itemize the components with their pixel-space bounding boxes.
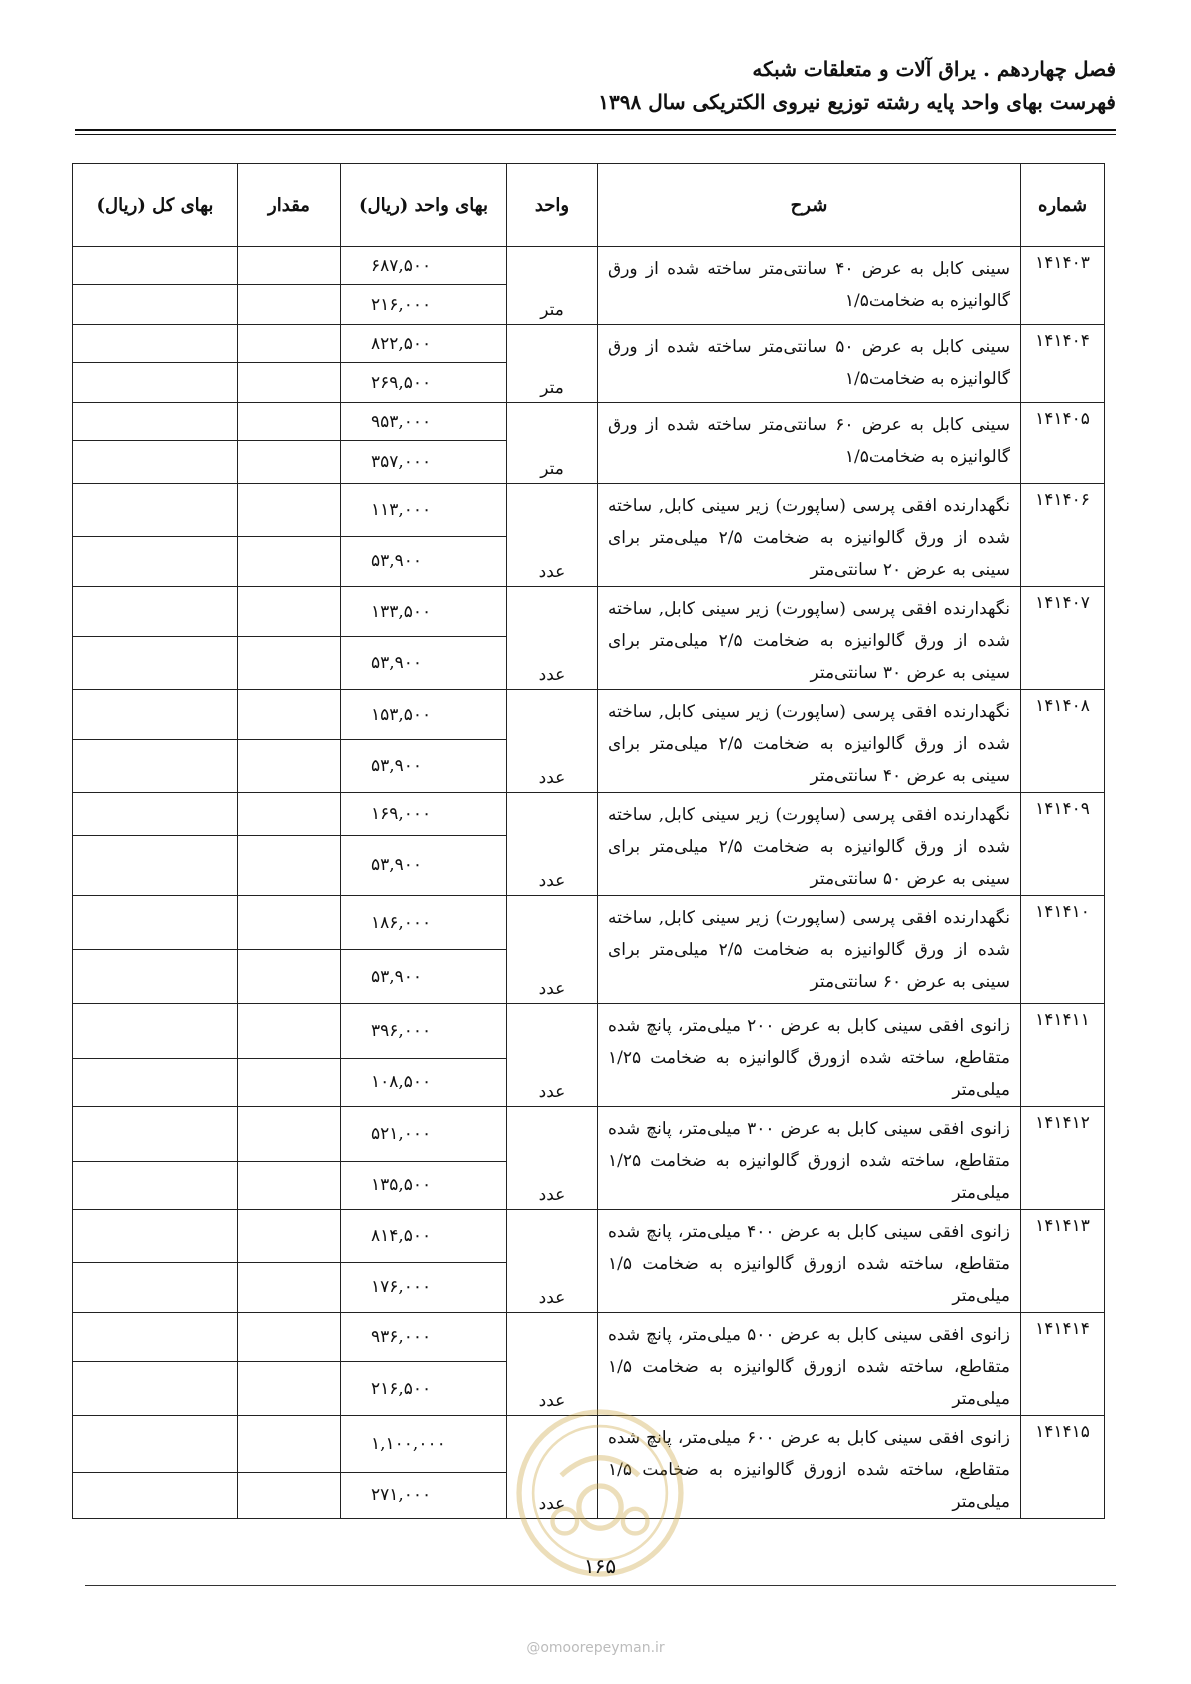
total-price-cell <box>73 1161 238 1209</box>
item-unit: متر <box>507 403 598 484</box>
column-header-unit-price: بهای واحد (ریال) <box>341 164 507 247</box>
item-description: نگهدارنده افقی پرسی (ساپورت) زیر سینی کابل, ساخته شده از ورق گالوانیزه به ضخامت ۲/۵ میلی‌متر برای سینی به عرض ۲۰ سانتی‌متر <box>598 484 1021 587</box>
unit-price-secondary: ۵۳,۹۰۰ <box>341 536 507 586</box>
column-header-number: شماره <box>1021 164 1105 247</box>
document-subtitle: فهرست بهای واحد پایه رشته توزیع نیروی الکتریکی سال ۱۳۹۸ <box>598 90 1116 114</box>
total-price-cell <box>73 1416 238 1473</box>
table-row <box>73 690 1105 740</box>
table-header-row <box>73 164 1105 247</box>
item-description: نگهدارنده افقی پرسی (ساپورت) زیر سینی کابل, ساخته شده از ورق گالوانیزه به ضخامت ۲/۵ میلی‌متر برای سینی به عرض ۶۰ سانتی‌متر <box>598 896 1021 1004</box>
total-price-cell <box>73 1004 238 1059</box>
quantity-cell <box>238 1210 341 1263</box>
table-row <box>73 484 1105 537</box>
total-price-cell <box>73 1058 238 1106</box>
total-price-cell <box>73 403 238 441</box>
item-description: زانوی افقی سینی کابل به عرض ۶۰۰ میلی‌متر، پانچ شده متقاطع، ساخته شده ازورق گالوانیزه به ضخامت ۱/۵ میلی‌متر <box>598 1416 1021 1519</box>
total-price-cell <box>73 1472 238 1518</box>
unit-price-primary: ۱,۱۰۰,۰۰۰ <box>341 1416 507 1473</box>
total-price-cell <box>73 690 238 740</box>
item-description: سینی کابل به عرض ۴۰ سانتی‌متر ساخته شده از ورق گالوانیزه به ضخامت۱/۵ <box>598 247 1021 325</box>
unit-price-primary: ۳۹۶,۰۰۰ <box>341 1004 507 1059</box>
table-row <box>73 247 1105 285</box>
table-row <box>73 1313 1105 1362</box>
header-rule <box>75 129 1116 131</box>
table-row <box>73 1210 1105 1263</box>
total-price-cell <box>73 285 238 325</box>
item-unit: عدد <box>507 1004 598 1107</box>
unit-price-secondary: ۵۳,۹۰۰ <box>341 637 507 690</box>
unit-price-primary: ۱۸۶,۰۰۰ <box>341 896 507 950</box>
item-unit: عدد <box>507 896 598 1004</box>
item-number: ۱۴۱۴۰۷ <box>1021 587 1105 690</box>
item-number: ۱۴۱۴۱۱ <box>1021 1004 1105 1107</box>
table-row <box>73 325 1105 363</box>
unit-price-secondary: ۲۶۹,۵۰۰ <box>341 363 507 403</box>
table-row <box>73 587 1105 637</box>
quantity-cell <box>238 896 341 950</box>
quantity-cell <box>238 247 341 285</box>
item-unit: عدد <box>507 1107 598 1210</box>
quantity-cell <box>238 690 341 740</box>
unit-price-secondary: ۳۵۷,۰۰۰ <box>341 441 507 484</box>
item-description: نگهدارنده افقی پرسی (ساپورت) زیر سینی کابل, ساخته شده از ورق گالوانیزه به ضخامت ۲/۵ میلی‌متر برای سینی به عرض ۴۰ سانتی‌متر <box>598 690 1021 793</box>
total-price-cell <box>73 484 238 537</box>
item-unit: متر <box>507 325 598 403</box>
item-number: ۱۴۱۴۱۳ <box>1021 1210 1105 1313</box>
unit-price-primary: ۸۲۲,۵۰۰ <box>341 325 507 363</box>
watermark-text: @omoorepeyman.ir <box>526 1640 665 1656</box>
quantity-cell <box>238 1161 341 1209</box>
header-rule-thin <box>75 134 1116 135</box>
unit-price-primary: ۹۵۳,۰۰۰ <box>341 403 507 441</box>
item-number: ۱۴۱۴۰۹ <box>1021 793 1105 896</box>
unit-price-primary: ۵۲۱,۰۰۰ <box>341 1107 507 1162</box>
total-price-cell <box>73 637 238 690</box>
item-description: زانوی افقی سینی کابل به عرض ۵۰۰ میلی‌متر، پانچ شده متقاطع، ساخته شده ازورق گالوانیزه به ضخامت ۱/۵ میلی‌متر <box>598 1313 1021 1416</box>
chapter-title: فصل چهاردهم . یراق آلات و متعلقات شبکه <box>752 57 1116 81</box>
unit-price-secondary: ۵۳,۹۰۰ <box>341 740 507 793</box>
total-price-cell <box>73 835 238 895</box>
item-number: ۱۴۱۴۰۴ <box>1021 325 1105 403</box>
quantity-cell <box>238 1107 341 1162</box>
quantity-cell <box>238 637 341 690</box>
total-price-cell <box>73 950 238 1004</box>
quantity-cell <box>238 587 341 637</box>
total-price-cell <box>73 1313 238 1362</box>
item-description: زانوی افقی سینی کابل به عرض ۴۰۰ میلی‌متر، پانچ شده متقاطع، ساخته شده ازورق گالوانیزه به ضخامت ۱/۵ میلی‌متر <box>598 1210 1021 1313</box>
item-number: ۱۴۱۴۰۸ <box>1021 690 1105 793</box>
column-header-description: شرح <box>598 164 1021 247</box>
table-row <box>73 1004 1105 1059</box>
item-description: زانوی افقی سینی کابل به عرض ۳۰۰ میلی‌متر، پانچ شده متقاطع، ساخته شده ازورق گالوانیزه به ضخامت ۱/۲۵ میلی‌متر <box>598 1107 1021 1210</box>
total-price-cell <box>73 1107 238 1162</box>
item-unit: عدد <box>507 793 598 896</box>
column-header-quantity: مقدار <box>238 164 341 247</box>
quantity-cell <box>238 1362 341 1416</box>
total-price-cell <box>73 363 238 403</box>
item-number: ۱۴۱۴۱۴ <box>1021 1313 1105 1416</box>
item-description: سینی کابل به عرض ۵۰ سانتی‌متر ساخته شده از ورق گالوانیزه به ضخامت۱/۵ <box>598 325 1021 403</box>
unit-price-primary: ۶۸۷,۵۰۰ <box>341 247 507 285</box>
total-price-cell <box>73 896 238 950</box>
quantity-cell <box>238 536 341 586</box>
item-unit: عدد <box>507 1210 598 1313</box>
item-number: ۱۴۱۴۰۶ <box>1021 484 1105 587</box>
table-row <box>73 1107 1105 1162</box>
unit-price-secondary: ۵۳,۹۰۰ <box>341 950 507 1004</box>
quantity-cell <box>238 441 341 484</box>
item-description: نگهدارنده افقی پرسی (ساپورت) زیر سینی کابل, ساخته شده از ورق گالوانیزه به ضخامت ۲/۵ میلی‌متر برای سینی به عرض ۳۰ سانتی‌متر <box>598 587 1021 690</box>
unit-price-secondary: ۲۱۶,۵۰۰ <box>341 1362 507 1416</box>
quantity-cell <box>238 1472 341 1518</box>
total-price-cell <box>73 1262 238 1312</box>
quantity-cell <box>238 325 341 363</box>
item-unit: عدد <box>507 690 598 793</box>
unit-price-primary: ۸۱۴,۵۰۰ <box>341 1210 507 1263</box>
unit-price-secondary: ۱۳۵,۵۰۰ <box>341 1161 507 1209</box>
quantity-cell <box>238 835 341 895</box>
table-row <box>73 793 1105 836</box>
column-header-total-price: بهای کل (ریال) <box>73 164 238 247</box>
total-price-cell <box>73 325 238 363</box>
page-header <box>66 52 1116 118</box>
total-price-cell <box>73 587 238 637</box>
unit-price-primary: ۱۵۳,۵۰۰ <box>341 690 507 740</box>
column-header-unit: واحد <box>507 164 598 247</box>
quantity-cell <box>238 285 341 325</box>
unit-price-primary: ۹۳۶,۰۰۰ <box>341 1313 507 1362</box>
unit-price-secondary: ۲۱۶,۰۰۰ <box>341 285 507 325</box>
unit-price-primary: ۱۳۳,۵۰۰ <box>341 587 507 637</box>
item-unit: متر <box>507 247 598 325</box>
item-number: ۱۴۱۴۱۵ <box>1021 1416 1105 1519</box>
item-description: سینی کابل به عرض ۶۰ سانتی‌متر ساخته شده از ورق گالوانیزه به ضخامت۱/۵ <box>598 403 1021 484</box>
item-description: نگهدارنده افقی پرسی (ساپورت) زیر سینی کابل, ساخته شده از ورق گالوانیزه به ضخامت ۲/۵ میلی‌متر برای سینی به عرض ۵۰ سانتی‌متر <box>598 793 1021 896</box>
unit-price-primary: ۱۱۳,۰۰۰ <box>341 484 507 537</box>
unit-price-secondary: ۵۳,۹۰۰ <box>341 835 507 895</box>
total-price-cell <box>73 247 238 285</box>
item-unit: عدد <box>507 1416 598 1519</box>
quantity-cell <box>238 1058 341 1106</box>
quantity-cell <box>238 1313 341 1362</box>
quantity-cell <box>238 403 341 441</box>
page-number: ۱۶۵ <box>583 1554 617 1578</box>
footer-rule <box>85 1585 1116 1586</box>
item-number: ۱۴۱۴۱۰ <box>1021 896 1105 1004</box>
unit-price-primary: ۱۶۹,۰۰۰ <box>341 793 507 836</box>
item-unit: عدد <box>507 484 598 587</box>
item-number: ۱۴۱۴۱۲ <box>1021 1107 1105 1210</box>
unit-price-secondary: ۲۷۱,۰۰۰ <box>341 1472 507 1518</box>
quantity-cell <box>238 740 341 793</box>
quantity-cell <box>238 363 341 403</box>
total-price-cell <box>73 1210 238 1263</box>
quantity-cell <box>238 1416 341 1473</box>
quantity-cell <box>238 950 341 1004</box>
price-table <box>72 163 1105 1519</box>
item-number: ۱۴۱۴۰۵ <box>1021 403 1105 484</box>
total-price-cell <box>73 1362 238 1416</box>
quantity-cell <box>238 1004 341 1059</box>
quantity-cell <box>238 793 341 836</box>
unit-price-secondary: ۱۰۸,۵۰۰ <box>341 1058 507 1106</box>
quantity-cell <box>238 484 341 537</box>
item-number: ۱۴۱۴۰۳ <box>1021 247 1105 325</box>
item-unit: عدد <box>507 587 598 690</box>
unit-price-secondary: ۱۷۶,۰۰۰ <box>341 1262 507 1312</box>
table-row <box>73 896 1105 950</box>
total-price-cell <box>73 441 238 484</box>
table-row <box>73 403 1105 441</box>
total-price-cell <box>73 536 238 586</box>
item-description: زانوی افقی سینی کابل به عرض ۲۰۰ میلی‌متر، پانچ شده متقاطع، ساخته شده ازورق گالوانیزه به ضخامت ۱/۲۵ میلی‌متر <box>598 1004 1021 1107</box>
item-unit: عدد <box>507 1313 598 1416</box>
total-price-cell <box>73 793 238 836</box>
quantity-cell <box>238 1262 341 1312</box>
total-price-cell <box>73 740 238 793</box>
